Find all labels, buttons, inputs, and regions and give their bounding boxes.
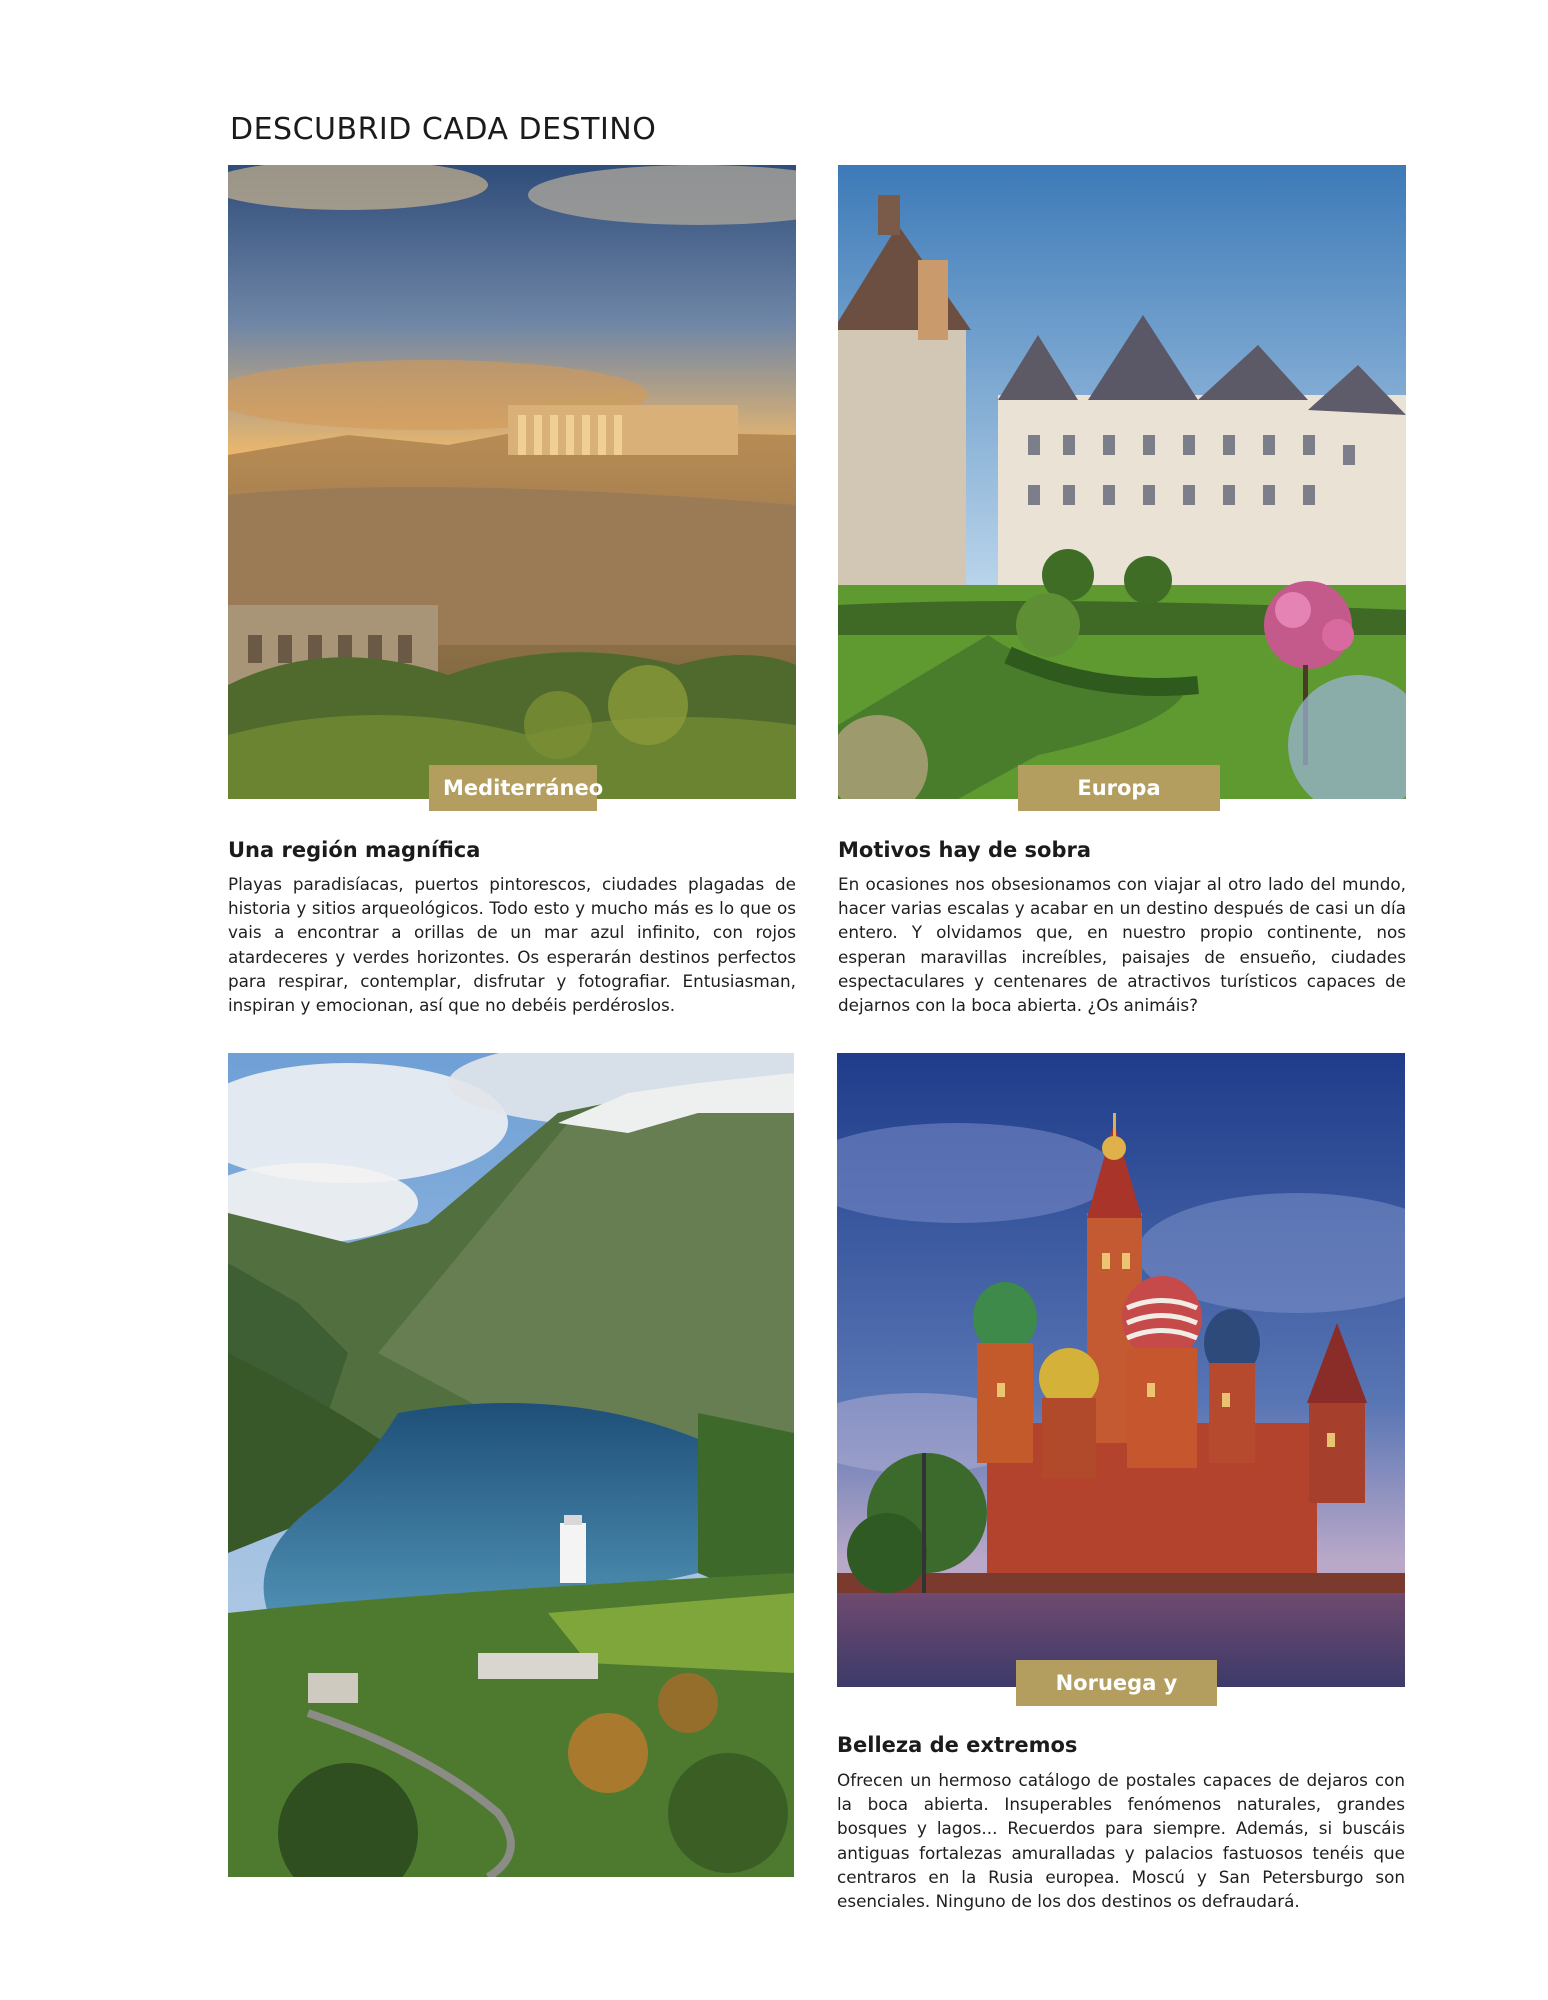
destination-tag-europa-atlantica: Europa Atlántica	[1018, 765, 1220, 811]
card-description: Ofrecen un hermoso catálogo de postales capaces de dejaros con la boca abierta. Insuperables fenómenos naturales, grandes bosques y lagos... Recuerdos para siempre. Además, si buscáis antiguas fortalezas amuralladas y palacios fastuosos tenéis que centraros en la Rusia europea. Moscú y San Petersburgo son esenciales. Ninguno de los dos destinos os defraudará.	[837, 1770, 1405, 1912]
fjord-photo	[228, 1053, 794, 1877]
page-title: DESCUBRID CADA DESTINO	[230, 112, 657, 148]
acropolis-photo	[228, 165, 796, 799]
card-description: Playas paradisíacas, puertos pintorescos, ciudades plagadas de historia y sitios arqueológicos. Todo esto y mucho más es lo que os vais a encontrar a orillas de un mar azul infinito, con rojos atardeceres y verdes horizontes. Os esperarán destinos perfectos para respirar, contemplar, disfrutar y fotografiar. Entusiasman, inspiran y emocionan, así que no debéis perdéroslos.	[228, 874, 796, 1016]
destination-tag-mediterraneo: Mediterráneo	[429, 765, 597, 811]
card-heading: Motivos hay de sobra	[838, 838, 1092, 862]
destination-tag-noruega-rusia: Noruega y Rusia	[1016, 1660, 1217, 1706]
chateau-photo	[838, 165, 1406, 799]
card-description: En ocasiones nos obsesionamos con viajar al otro lado del mundo, hacer varias escalas y acabar en un destino después de casi un día entero. Y olvidamos que, en nuestro propio continente, nos esperan maravillas increíbles, paisajes de ensueño, ciudades espectaculares y centenares de atractivos turísticos capaces de dejarnos con la boca abierta. ¿Os animáis?	[838, 874, 1406, 1016]
card-heading: Una región magnífica	[228, 838, 481, 862]
st-basils-cathedral-photo	[837, 1053, 1405, 1687]
card-heading: Belleza de extremos	[837, 1733, 1078, 1757]
